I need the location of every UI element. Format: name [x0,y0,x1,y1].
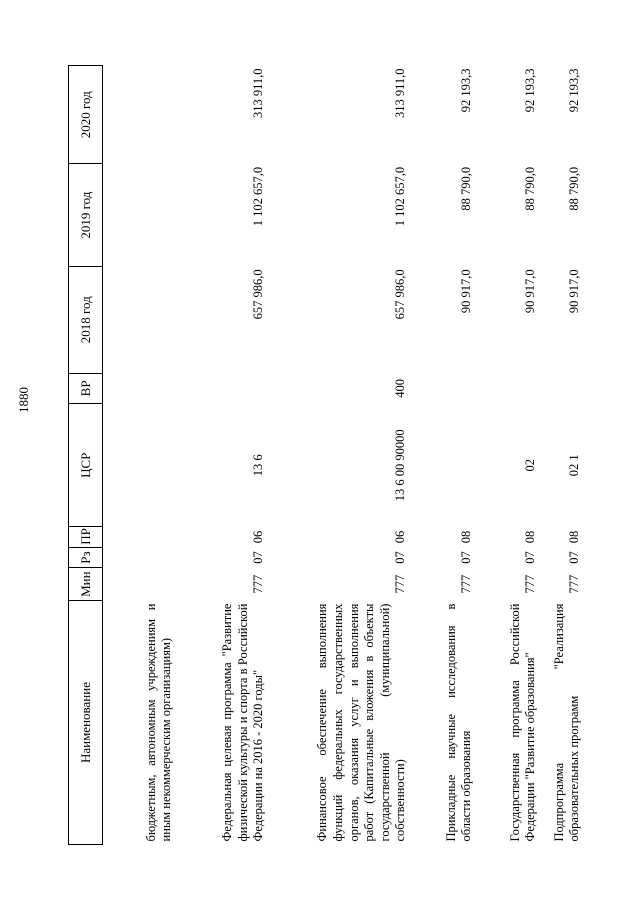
header-rz: Рз [69,547,103,568]
row-csr: 13 6 [251,454,266,477]
row-name: Финансовое обеспечение выполнения функций федеральных государственных органов, оказания услуг и выполнения работ (Капитальные вложения в объекты государственной (муниципальной) собственности) [315,603,408,842]
header-min: Мин [69,568,103,601]
row-2019 [103,164,178,267]
row-rz: 07 [393,551,408,564]
row-csr: 02 1 [567,454,582,477]
row-2020: 313 911,0 [251,68,266,119]
row-vr [411,373,477,404]
row-name: Федеральная целевая программа "Развитие физической культуры и спорта в Российской Федерации на 2016 - 2020 годы" [220,603,266,842]
row-2018: 90 917,0 [523,269,538,314]
row-csr: 02 [523,459,538,472]
table-row [477,66,541,845]
row-pr: 06 [251,530,266,544]
row-min [103,568,178,601]
row-2020: 92 193,3 [459,68,474,113]
rotated-table-container [68,65,601,845]
table-row [103,66,178,845]
row-name: Подпрограмма "Реализация образовательных программ [551,603,582,842]
row-2020 [103,66,178,164]
header-2019: 2019 год [69,164,103,267]
budget-table [68,65,585,845]
row-2019: 88 790,0 [567,166,582,211]
row-csr [103,404,178,527]
row-name: бюджетным, автономным учреждениям и иным некоммерческим организациям) [143,603,174,842]
row-2020: 313 911,0 [393,68,408,119]
row-2020: 92 193,3 [523,68,538,113]
row-2019: 1 102 657,0 [393,166,408,227]
header-csr: ЦСР [69,404,103,527]
table-row [177,66,269,845]
header-name: Наименование [69,601,103,845]
header-vr: ВР [69,373,103,404]
table-header [69,66,103,845]
row-csr: 13 6 00 90000 [393,429,408,502]
row-rz: 07 [567,551,582,564]
row-2018: 657 986,0 [393,269,408,320]
table-row [269,66,411,845]
row-name: Государственная программа Российской Федерации "Развитие образования" [507,603,538,842]
row-min: 777 [393,574,408,594]
row-pr: 06 [393,530,408,544]
row-pr: 08 [567,530,582,544]
row-2019: 88 790,0 [459,166,474,211]
header-2020: 2020 год [69,66,103,164]
row-2018: 90 917,0 [567,269,582,314]
page-number: 1880 [16,387,31,413]
row-rz: 07 [523,551,538,564]
row-2019: 1 102 657,0 [251,166,266,227]
row-vr [477,373,541,404]
row-vr: 400 [393,379,408,398]
row-name: Прикладные научные исследования в области образования [443,603,474,842]
row-vr [177,373,269,404]
row-min: 777 [567,574,582,594]
header-2018: 2018 год [69,266,103,373]
row-pr: 08 [459,530,474,544]
row-2018: 90 917,0 [459,269,474,314]
row-vr [103,373,178,404]
row-vr [541,373,585,404]
row-rz: 07 [251,551,266,564]
row-csr [411,404,477,527]
row-2020: 92 193,3 [567,68,582,113]
table-row [411,66,477,845]
row-2019: 88 790,0 [523,166,538,211]
row-pr [103,527,178,548]
row-min: 777 [459,574,474,594]
row-min: 777 [523,574,538,594]
row-pr: 08 [523,530,538,544]
row-2018: 657 986,0 [251,269,266,320]
row-min: 777 [251,574,266,594]
row-rz [103,547,178,568]
header-pr: ПР [69,527,103,548]
row-2018 [103,266,178,373]
row-rz: 07 [459,551,474,564]
table-row [541,66,585,845]
